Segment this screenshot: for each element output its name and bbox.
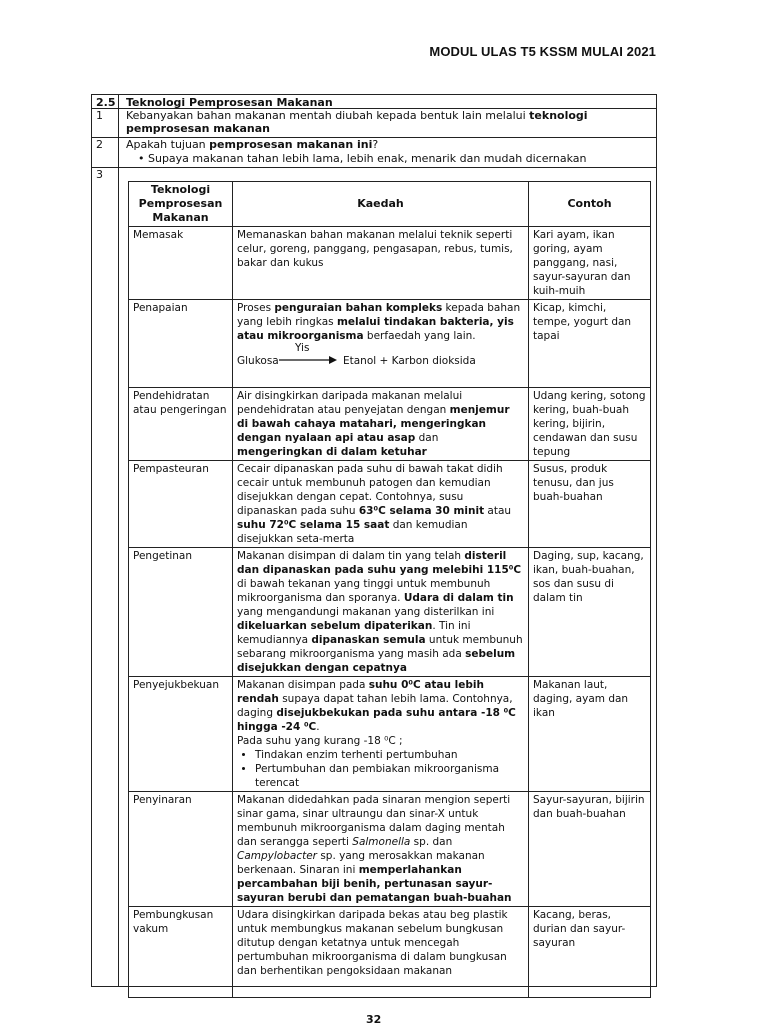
list-item: • Tindakan enzim terhenti pertumbuhan [255, 748, 524, 762]
header-technology: Teknologi Pemprosesan Makanan [129, 182, 233, 227]
table-header-row [129, 182, 651, 227]
effect-list [237, 748, 524, 790]
reaction-arrow-icon [279, 356, 337, 364]
method-text: Proses penguraian bahan kompleks kepada bahan yang lebih ringkas melalui tindakan bakteria, yis atau mikroorganisma berfaedah yang lain. Yis Glukosa Etanol + Karbon dioksida [233, 300, 529, 388]
header-example: Contoh [529, 182, 651, 227]
method-text: Makanan disimpan di dalam tin yang telah disteril dan dipanaskan pada suhu yang melebihi 115⁰C di bawah tekanan yang tinggi untuk membunuh mikroorganisma dan sporanya. Udara di dalam tin yang mengandungi makanan yang disterilkan ini dikeluarkan sebelum dipaterikan. Tin ini kemudiannya dipanaskan semula untuk membunuh sebarang mikroorganisma yang masih ada sebelum disejukkan dengan cepatnya [233, 548, 529, 677]
technology-name: Pembungkusan vakum [129, 907, 233, 998]
fermentation-equation [237, 343, 524, 369]
catalyst-label: Yis [295, 342, 310, 354]
example-text: Makanan laut, daging, ayam dan ikan [529, 677, 651, 792]
technology-name: Memasak [129, 227, 233, 300]
product-label: Etanol + Karbon dioksida [343, 355, 476, 367]
list-item: • Pertumbuhan dan pembiakan mikroorganisma terencat [255, 762, 524, 790]
method-text: Air disingkirkan daripada makanan melalui pendehidratan atau penyejatan dengan menjemur di bawah cahaya matahari, mengeringkan dengan nyalaan api atau asap dan mengeringkan di dalam ketuhar [233, 388, 529, 461]
section-title: Teknologi Pemprosesan Makanan [126, 96, 333, 109]
method-text: Cecair dipanaskan pada suhu di bawah takat didih cecair untuk membunuh patogen dan kemudian disejukkan dengan cepat. Contohnya, susu dipanaskan pada suhu 63⁰C selama 30 minit atau suhu 72⁰C selama 15 saat dan kemudian disejukkan seta-merta [233, 461, 529, 548]
reactant-label: Glukosa [237, 355, 279, 367]
row-number: 2 [96, 138, 103, 151]
method-text: Memanaskan bahan makanan melalui teknik seperti celur, goreng, panggang, pengasapan, rebus, tumis, bakar dan kukus [233, 227, 529, 300]
example-text: Kari ayam, ikan goring, ayam panggang, nasi, sayur-sayuran dan kuih-muih [529, 227, 651, 300]
page-number: 32 [366, 1013, 382, 1026]
example-text: Kacang, beras, durian dan sayur-sayuran [529, 907, 651, 998]
temperature-note: Pada suhu yang kurang -18 ⁰C ; [237, 735, 403, 747]
table-row [129, 907, 651, 998]
table-row [129, 792, 651, 907]
row-number: 3 [96, 168, 103, 181]
technology-name: Penyejukbekuan [129, 677, 233, 792]
technology-name: Pengetinan [129, 548, 233, 677]
table-row [129, 461, 651, 548]
number-column-divider [118, 95, 119, 986]
table-row [129, 548, 651, 677]
example-text: Daging, sup, kacang, ikan, buah-buahan, sos dan susu di dalam tin [529, 548, 651, 677]
method-text: Udara disingkirkan daripada bekas atau beg plastik untuk membungkus makanan sebelum bungkusan ditutup dengan ketatnya untuk mencegah pertumbuhan mikroorganisma di dalam bungkusan dan berhentikan pengoksidaan makanan [233, 907, 529, 998]
method-text: Makanan disimpan pada suhu 0⁰C atau lebih rendah supaya dapat tahan lebih lama. Contohnya, daging disejukbekukan pada suhu antara -18 ⁰C hingga -24 ⁰C. Pada suhu yang kurang -18 ⁰C ; • Tindakan enzim terhenti pertumbuhan • Pertumbuhan dan pembiakan mikroorganisma terencat [233, 677, 529, 792]
technology-name: Penapaian [129, 300, 233, 388]
table-row [129, 677, 651, 792]
table-row [129, 388, 651, 461]
food-processing-table [128, 181, 651, 998]
row-number: 1 [96, 109, 103, 122]
technology-name: Pempasteuran [129, 461, 233, 548]
example-text: Susus, produk tenusu, dan jus buah-buahan [529, 461, 651, 548]
row-text: Kebanyakan bahan makanan mentah diubah kepada bentuk lain melalui teknologi pemprosesan makanan [126, 109, 588, 135]
example-text: Kicap, kimchi, tempe, yogurt dan tapai [529, 300, 651, 388]
row-question: Apakah tujuan pemprosesan makanan ini? [126, 138, 379, 151]
technology-name: Penyinaran [129, 792, 233, 907]
section-number: 2.5 [96, 96, 116, 109]
method-text: Makanan didedahkan pada sinaran mengion seperti sinar gama, sinar ultraungu dan sinar-X untuk membunuh mikroorganisma dalam daging mentah dan serangga seperti Salmonella sp. dan Campylobacter sp. yang merosakkan makanan berkenaan. Sinaran ini memperlahankan percambahan biji benih, pertunasan sayur-sayuran berubi dan pematangan buah-buahan [233, 792, 529, 907]
example-text: Udang kering, sotong kering, buah-buah kering, bijirin, cendawan dan susu tepung [529, 388, 651, 461]
module-header: MODUL ULAS T5 KSSM MULAI 2021 [429, 44, 656, 59]
row-answer-bullet: • Supaya makanan tahan lebih lama, lebih enak, menarik dan mudah dicernakan [148, 152, 650, 165]
table-row [129, 227, 651, 300]
header-method: Kaedah [233, 182, 529, 227]
technology-name: Pendehidratan atau pengeringan [129, 388, 233, 461]
table-row [129, 300, 651, 388]
example-text: Sayur-sayuran, bijirin dan buah-buahan [529, 792, 651, 907]
